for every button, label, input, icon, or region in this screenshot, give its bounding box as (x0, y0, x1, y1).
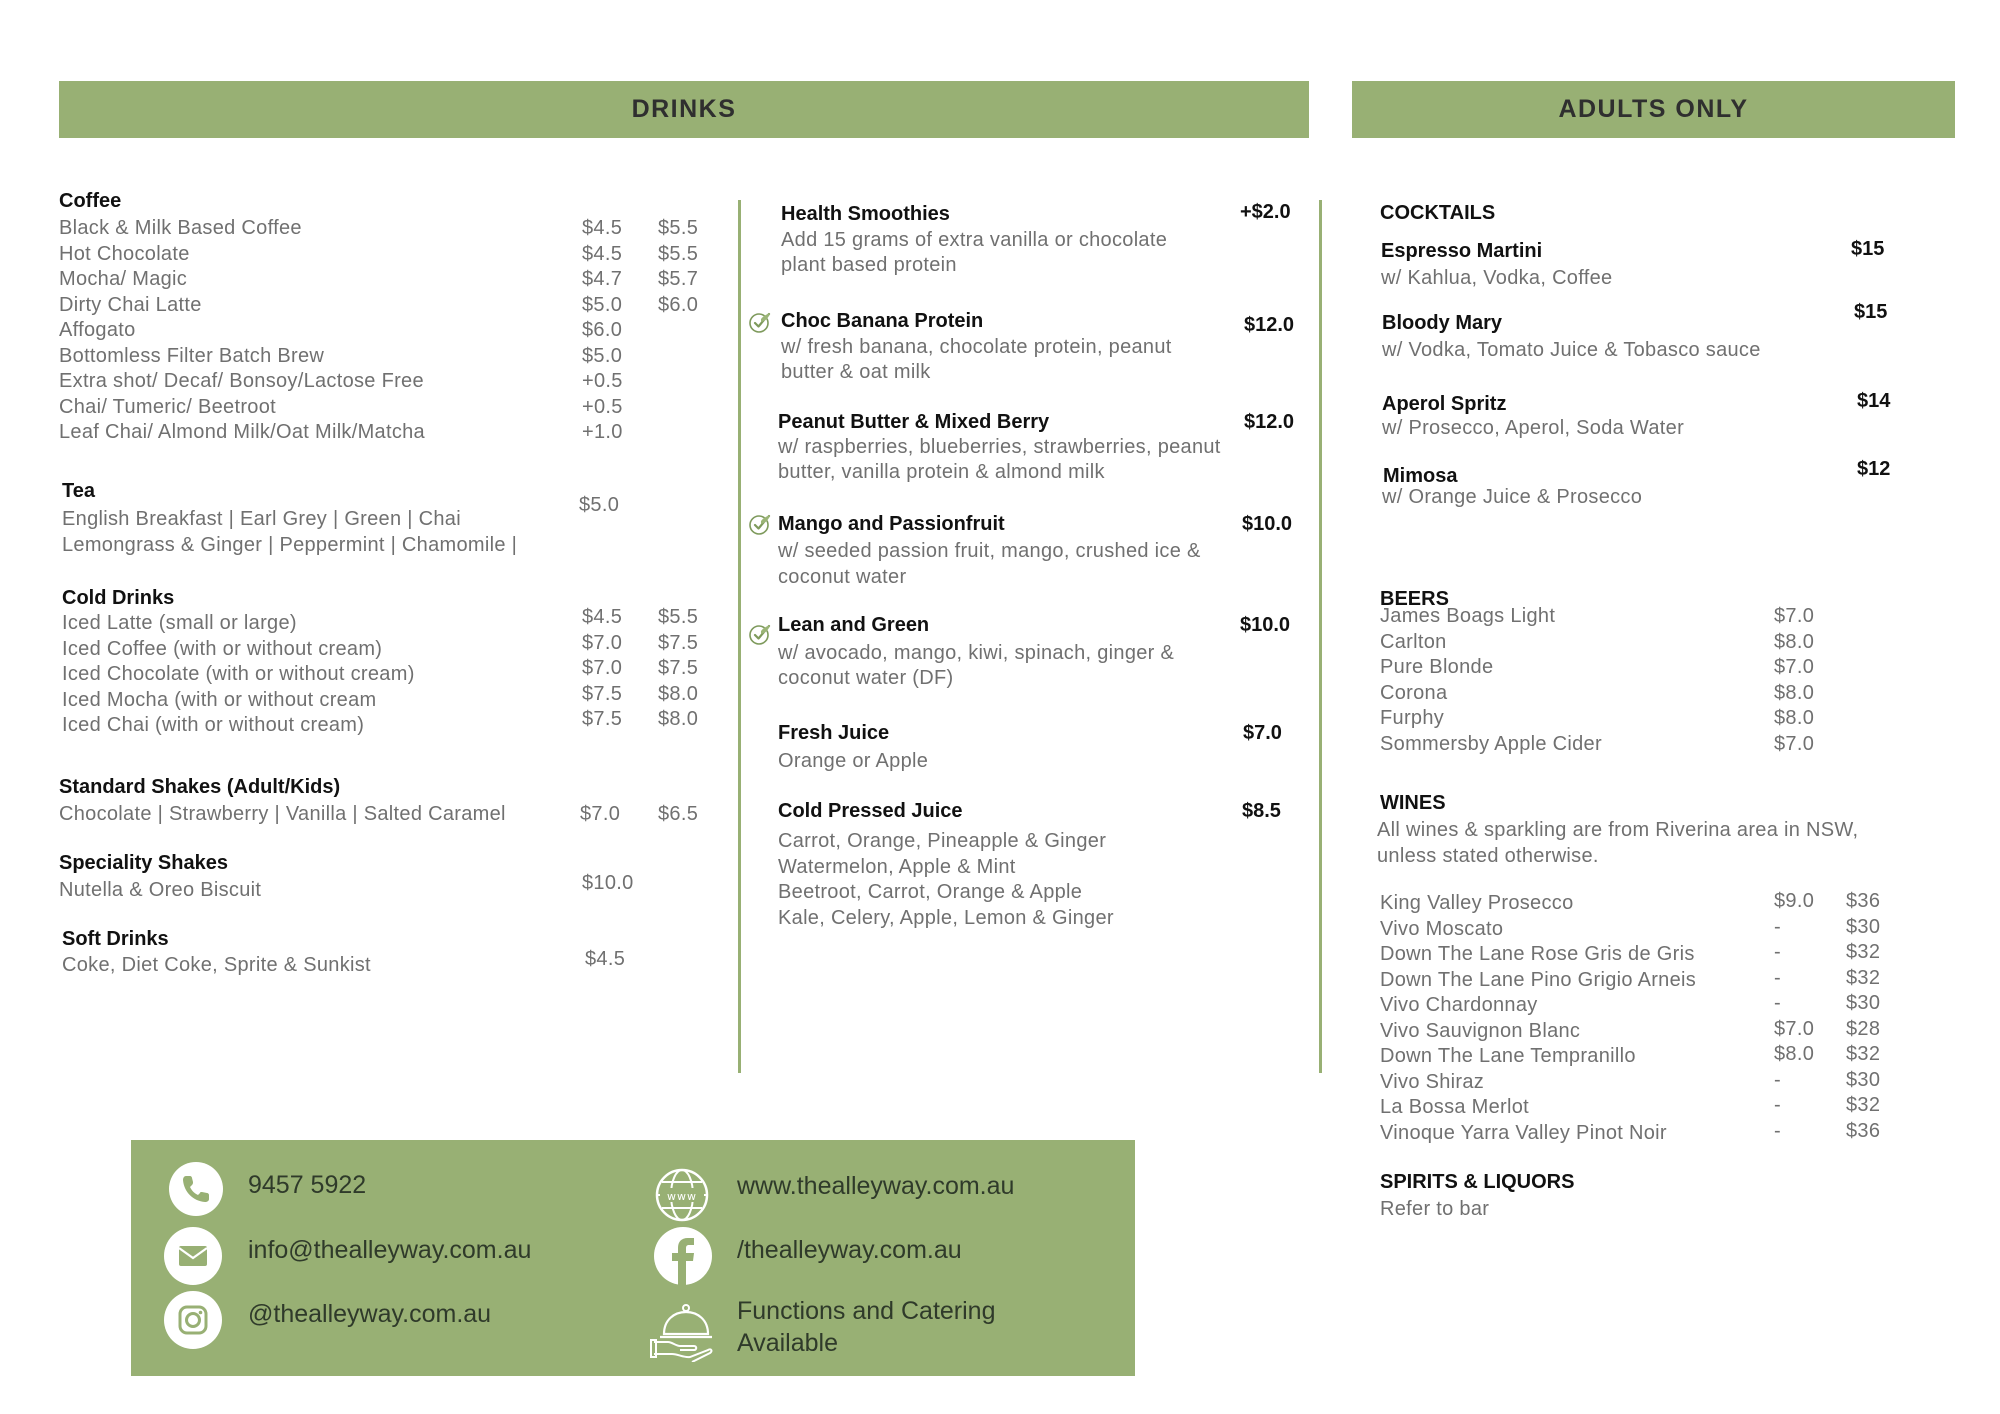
price: - (1774, 992, 1781, 1014)
price: - (1774, 1094, 1781, 1116)
coffee-small-prices (582, 216, 623, 446)
mango-passionfruit-desc-2: coconut water (778, 566, 907, 588)
health-smoothies-price: +$2.0 (1240, 201, 1291, 223)
functions-line-2: Available (737, 1329, 839, 1357)
fresh-juice-desc: Orange or Apple (778, 750, 929, 772)
coffee-names (59, 216, 425, 446)
phone-icon (169, 1162, 223, 1216)
email-address[interactable]: info@thealleyway.com.au (248, 1236, 532, 1264)
adults-only-banner: ADULTS ONLY (1352, 81, 1955, 138)
list-item: Mocha/ Magic (59, 268, 188, 290)
price: $7.0 (582, 657, 623, 679)
price: $30 (1846, 1068, 1881, 1091)
price: $4.5 (582, 217, 623, 239)
price: $7.0 (1774, 1017, 1815, 1040)
list-item: Carrot, Orange, Pineapple & Ginger (778, 830, 1107, 852)
price: $6.0 (582, 319, 623, 341)
cold-small-prices (582, 605, 622, 733)
shakes-adult-price: $7.0 (580, 803, 621, 825)
price: $32 (1846, 966, 1881, 989)
cocktail-price: $12 (1857, 458, 1891, 480)
price: $4.5 (582, 242, 623, 265)
wines-names (1380, 891, 1696, 1146)
tea-line-2: Lemongrass & Ginger | Peppermint | Chamomile | (62, 534, 518, 556)
cocktail-name: Aperol Spritz (1382, 393, 1507, 415)
lean-green-heading: Lean and Green (778, 614, 930, 636)
price: $36 (1846, 890, 1881, 912)
cocktail-name: Bloody Mary (1382, 312, 1503, 334)
lean-green-desc-2: coconut water (DF) (778, 667, 954, 689)
website-link[interactable]: www.thealleyway.com.au (737, 1172, 1015, 1200)
list-item: Sommersby Apple Cider (1380, 732, 1602, 755)
list-item: Carlton (1380, 630, 1447, 653)
list-item: Down The Lane Rose Gris de Gris (1380, 943, 1695, 965)
cold-pressed-heading: Cold Pressed Juice (778, 800, 963, 822)
cocktail-price: $15 (1854, 301, 1888, 323)
price: $7.5 (658, 631, 699, 654)
price: $30 (1846, 915, 1881, 938)
coffee-large-prices (658, 216, 698, 318)
list-item: Iced Mocha (with or without cream (62, 688, 377, 711)
list-item: Iced Chocolate (with or without cream) (62, 663, 415, 685)
price: $8.0 (1774, 630, 1815, 653)
list-item: Hot Chocolate (59, 242, 190, 265)
list-item: Leaf Chai/ Almond Milk/Oat Milk/Matcha (59, 421, 425, 443)
spirits-heading: SPIRITS & LIQUORS (1380, 1171, 1575, 1193)
choc-banana-desc-1: w/ fresh banana, chocolate protein, peanut (781, 336, 1172, 358)
cold-large-prices (658, 605, 698, 733)
health-smoothies-desc-1: Add 15 grams of extra vanilla or chocolate (781, 229, 1168, 251)
spirits-desc: Refer to bar (1380, 1198, 1490, 1220)
vegan-leaf-icon (748, 310, 772, 334)
vegan-leaf-icon (748, 622, 772, 646)
list-item: La Bossa Merlot (1380, 1096, 1530, 1118)
price: - (1774, 915, 1781, 938)
price: $4.5 (582, 606, 623, 628)
price: - (1774, 966, 1781, 989)
globe-icon (654, 1167, 710, 1223)
price: $8.0 (1774, 707, 1815, 729)
list-item: Extra shot/ Decaf/ Bonsoy/Lactose Free (59, 370, 424, 392)
speciality-shakes-price: $10.0 (582, 872, 634, 894)
price: $7.5 (582, 708, 623, 730)
price: +0.5 (582, 395, 623, 418)
tea-line-1: English Breakfast | Earl Grey | Green | Chai (62, 508, 461, 530)
list-item: Down The Lane Tempranillo (1380, 1045, 1636, 1067)
price: $7.0 (1774, 732, 1815, 755)
soft-drinks-price: $4.5 (585, 948, 626, 970)
list-item: Chai/ Tumeric/ Beetroot (59, 395, 276, 418)
price: $5.5 (658, 217, 699, 239)
peanut-berry-desc-2: butter, vanilla protein & almond milk (778, 461, 1105, 483)
peanut-berry-heading: Peanut Butter & Mixed Berry (778, 411, 1050, 433)
svg-text:www: www (667, 1190, 697, 1203)
mango-passionfruit-heading: Mango and Passionfruit (778, 513, 1005, 535)
cloche-icon (650, 1302, 716, 1362)
price: - (1774, 941, 1781, 963)
price: - (1774, 1119, 1781, 1142)
price: $30 (1846, 992, 1881, 1014)
facebook-icon (654, 1227, 712, 1285)
choc-banana-price: $12.0 (1244, 314, 1295, 336)
cocktail-price: $15 (1851, 238, 1885, 260)
wines-note-2: unless stated otherwise. (1377, 845, 1599, 867)
cocktail-name: Mimosa (1383, 465, 1458, 487)
price: +0.5 (582, 370, 623, 392)
price: $6.0 (658, 293, 699, 316)
list-item: Pure Blonde (1380, 656, 1494, 678)
list-item: Corona (1380, 681, 1448, 704)
phone-number[interactable]: 9457 5922 (248, 1171, 367, 1199)
instagram-handle[interactable]: @thealleyway.com.au (248, 1300, 492, 1328)
wines-glass-prices (1774, 889, 1814, 1144)
price: $8.0 (658, 708, 699, 730)
cocktail-price: $14 (1857, 390, 1891, 412)
cold-pressed-price: $8.5 (1242, 800, 1281, 822)
soft-drinks-desc: Coke, Diet Coke, Sprite & Sunkist (62, 954, 371, 976)
list-item: Kale, Celery, Apple, Lemon & Ginger (778, 906, 1114, 929)
price: $7.0 (582, 631, 623, 654)
cold-pressed-list (778, 829, 1114, 931)
speciality-shakes-heading: Speciality Shakes (59, 852, 228, 874)
price: $5.5 (658, 606, 699, 628)
price: $36 (1846, 1119, 1881, 1142)
health-smoothies-heading: Health Smoothies (781, 203, 950, 225)
facebook-link[interactable]: /thealleyway.com.au (737, 1236, 962, 1264)
health-smoothies-desc-2: plant based protein (781, 254, 957, 276)
cold-drinks-names (62, 611, 415, 739)
peanut-berry-desc-1: w/ raspberries, blueberries, strawberries, peanut (778, 436, 1221, 458)
price: - (1774, 1068, 1781, 1091)
peanut-berry-price: $12.0 (1244, 411, 1295, 433)
email-icon (164, 1227, 222, 1285)
list-item: Iced Latte (small or large) (62, 612, 297, 634)
fresh-juice-price: $7.0 (1243, 722, 1282, 744)
speciality-shakes-desc: Nutella & Oreo Biscuit (59, 879, 262, 901)
list-item: Iced Coffee (with or without cream) (62, 637, 383, 660)
price: $8.0 (658, 682, 699, 705)
lean-green-price: $10.0 (1240, 614, 1291, 636)
mango-passionfruit-price: $10.0 (1242, 513, 1293, 535)
choc-banana-heading: Choc Banana Protein (781, 310, 984, 332)
contact-footer (131, 1140, 1135, 1376)
price: $7.5 (582, 682, 623, 705)
list-item: Vivo Moscato (1380, 917, 1504, 940)
list-item: Furphy (1380, 707, 1445, 729)
list-item: Beetroot, Carrot, Orange & Apple (778, 881, 1083, 903)
list-item: Vivo Shiraz (1380, 1070, 1485, 1093)
functions-line-1: Functions and Catering (737, 1297, 996, 1325)
list-item: Dirty Chai Latte (59, 293, 202, 316)
price: $4.7 (582, 268, 623, 290)
drinks-banner: DRINKS (59, 81, 1309, 138)
list-item: James Boags Light (1380, 605, 1556, 627)
beers-names (1380, 604, 1602, 757)
cocktail-name: Espresso Martini (1381, 240, 1543, 262)
cocktail-desc: w/ Orange Juice & Prosecco (1382, 486, 1643, 508)
column-divider (738, 200, 741, 1073)
list-item: King Valley Prosecco (1380, 892, 1574, 914)
tea-heading: Tea (62, 480, 95, 502)
soft-drinks-heading: Soft Drinks (62, 928, 169, 950)
price: $5.5 (658, 242, 699, 265)
list-item: Affogato (59, 319, 136, 341)
price: $8.0 (1774, 681, 1815, 704)
list-item: Down The Lane Pino Grigio Arneis (1380, 968, 1697, 991)
shakes-kids-price: $6.5 (658, 803, 699, 825)
cold-drinks-heading: Cold Drinks (62, 587, 175, 609)
list-item: Iced Chai (with or without cream) (62, 714, 365, 736)
price: $32 (1846, 1094, 1881, 1116)
list-item: Black & Milk Based Coffee (59, 217, 302, 239)
beers-prices (1774, 604, 1814, 757)
price: $32 (1846, 941, 1881, 963)
vegan-leaf-icon (748, 512, 772, 536)
column-divider (1319, 200, 1322, 1073)
tea-price: $5.0 (579, 494, 620, 516)
list-item: Vinoque Yarra Valley Pinot Noir (1380, 1121, 1667, 1144)
list-item: Vivo Sauvignon Blanc (1380, 1019, 1581, 1042)
standard-shakes-heading: Standard Shakes (Adult/Kids) (59, 776, 341, 798)
coffee-heading: Coffee (59, 190, 122, 212)
price: $7.0 (1774, 605, 1815, 627)
cocktail-desc: w/ Prosecco, Aperol, Soda Water (1382, 417, 1685, 439)
standard-shakes-desc: Chocolate | Strawberry | Vanilla | Salted Caramel (59, 803, 506, 825)
list-item: Vivo Chardonnay (1380, 994, 1538, 1016)
price: $9.0 (1774, 890, 1815, 912)
cocktail-desc: w/ Vodka, Tomato Juice & Tobasco sauce (1382, 339, 1761, 361)
cocktails-heading: COCKTAILS (1380, 202, 1496, 224)
instagram-icon (164, 1291, 222, 1349)
price: $7.5 (658, 657, 699, 679)
wines-heading: WINES (1380, 792, 1446, 814)
cocktail-desc: w/ Kahlua, Vodka, Coffee (1381, 267, 1613, 289)
price: $5.0 (582, 344, 623, 367)
price: +1.0 (582, 421, 623, 443)
price: $7.0 (1774, 656, 1815, 678)
choc-banana-desc-2: butter & oat milk (781, 361, 931, 383)
mango-passionfruit-desc-1: w/ seeded passion fruit, mango, crushed ice & (778, 540, 1201, 562)
wines-note-1: All wines & sparkling are from Riverina area in NSW, (1377, 819, 1859, 841)
list-item: Bottomless Filter Batch Brew (59, 344, 325, 367)
list-item: Watermelon, Apple & Mint (778, 855, 1016, 878)
price: $5.7 (658, 268, 699, 290)
beers-heading: BEERS (1380, 588, 1449, 610)
fresh-juice-heading: Fresh Juice (778, 722, 890, 744)
lean-green-desc-1: w/ avocado, mango, kiwi, spinach, ginger & (778, 642, 1175, 664)
wines-bottle-prices (1846, 889, 1880, 1144)
price: $32 (1846, 1043, 1881, 1065)
price: $8.0 (1774, 1043, 1815, 1065)
price: $28 (1846, 1017, 1881, 1040)
price: $5.0 (582, 293, 623, 316)
